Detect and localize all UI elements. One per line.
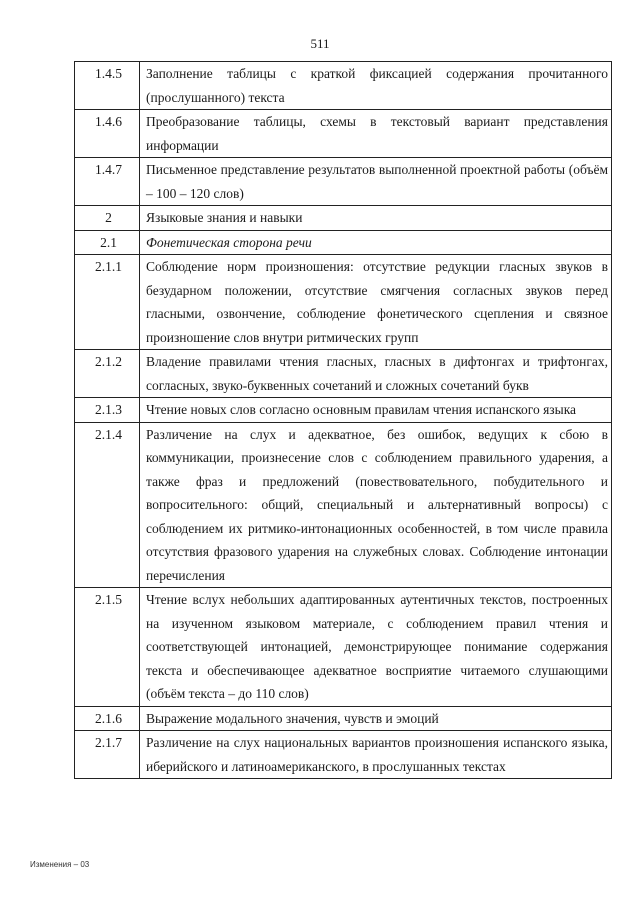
- row-code: 2.1.4: [75, 422, 140, 588]
- revision-footer: Изменения – 03: [30, 860, 90, 869]
- row-code: 2.1.1: [75, 255, 140, 350]
- row-text: Чтение новых слов согласно основным правилам чтения испанского языка: [140, 398, 612, 423]
- table-row: [75, 350, 612, 398]
- row-text: Языковые знания и навыки: [140, 206, 612, 231]
- row-text: Выражение модального значения, чувств и эмоций: [140, 706, 612, 731]
- row-text: Заполнение таблицы с краткой фиксацией содержания прочитанного (прослушанного) текста: [140, 62, 612, 110]
- row-text: Фонетическая сторона речи: [140, 230, 612, 255]
- row-text: Владение правилами чтения гласных, гласных в дифтонгах и трифтонгах, согласных, звуко-буквенных сочетаний и сложных сочетаний букв: [140, 350, 612, 398]
- table-row: [75, 588, 612, 707]
- row-text: Различение на слух и адекватное, без ошибок, ведущих к сбою в коммуникации, произнесение слов с соблюдением правильного ударения, а также фраз и предложений (повествовательного, побудительного и вопросительного: общий, специальный и альтернативный вопросы) с соблюдением их ритмико-интонационных особенностей, в том числе правила отсутствия фразового ударения на служебных словах. Соблюдение интонации перечисления: [140, 422, 612, 588]
- curriculum-table: [74, 61, 612, 779]
- table-row: [75, 62, 612, 110]
- row-code: 1.4.7: [75, 158, 140, 206]
- row-code: 2: [75, 206, 140, 231]
- table-row: [75, 422, 612, 588]
- row-code: 1.4.5: [75, 62, 140, 110]
- row-text: Преобразование таблицы, схемы в текстовый вариант представления информации: [140, 110, 612, 158]
- row-code: 2.1.3: [75, 398, 140, 423]
- table-row: [75, 398, 612, 423]
- row-code: 2.1.2: [75, 350, 140, 398]
- page-number: 511: [310, 36, 330, 51]
- row-text: Различение на слух национальных вариантов произношения испанского языка, иберийского и латиноамериканского, в прослушанных текстах: [140, 731, 612, 779]
- table-row: [75, 206, 612, 231]
- row-text: Соблюдение норм произношения: отсутствие редукции гласных звуков в безударном положении, отсутствие смягчения согласных звуков перед гласными, озвончение, соблюдение фонетического сцепления и связное произношение слов внутри ритмических групп: [140, 255, 612, 350]
- row-code: 2.1.5: [75, 588, 140, 707]
- row-code: 2.1.6: [75, 706, 140, 731]
- table-row: [75, 731, 612, 779]
- table-row: [75, 158, 612, 206]
- row-code: 2.1: [75, 230, 140, 255]
- row-text: Чтение вслух небольших адаптированных аутентичных текстов, построенных на изученном языковом материале, с соблюдением правил чтения и соответствующей интонацией, демонстрирующее понимание содержания текста и обеспечивающее адекватное восприятие читаемого слушающими (объём текста – до 110 слов): [140, 588, 612, 707]
- table-row: [75, 230, 612, 255]
- table-row: [75, 255, 612, 350]
- table-row: [75, 706, 612, 731]
- table-row: [75, 110, 612, 158]
- row-code: 1.4.6: [75, 110, 140, 158]
- row-text: Письменное представление результатов выполненной проектной работы (объём – 100 – 120 слов): [140, 158, 612, 206]
- row-code: 2.1.7: [75, 731, 140, 779]
